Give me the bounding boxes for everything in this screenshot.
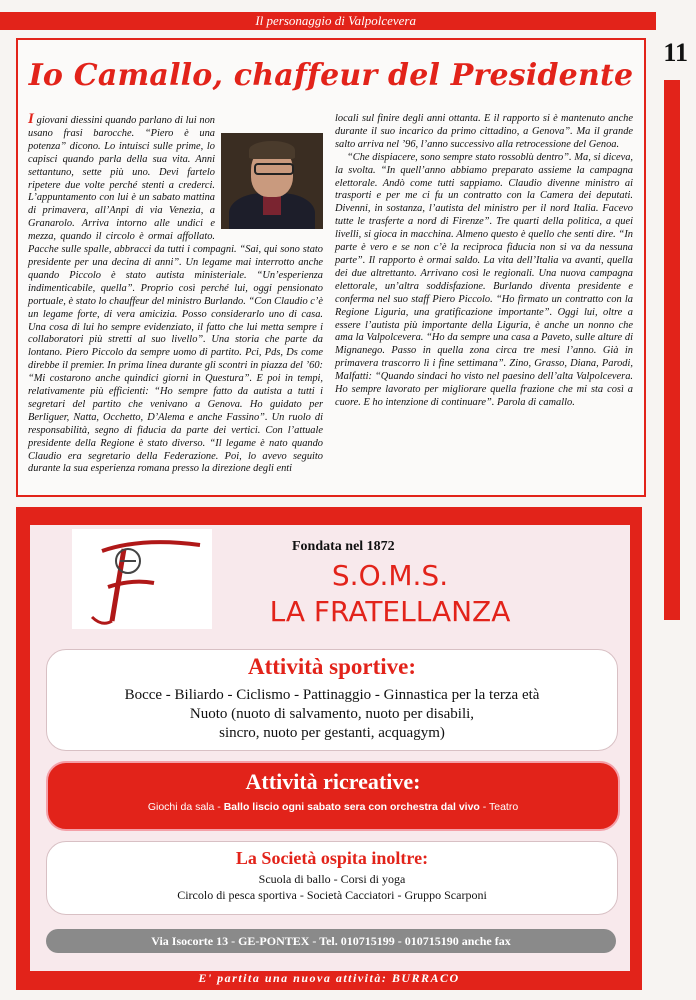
sport-title: Attività sportive: <box>248 654 416 679</box>
header-band <box>0 12 656 30</box>
sport-line: Bocce - Biliardo - Ciclismo - Pattinaggio - Ginnastica per la terza età <box>124 687 540 703</box>
burraco-banner: E' partita una nuova attività: BURRACO <box>198 971 460 985</box>
section-label: Il personaggio di Valpolcevera <box>255 13 416 28</box>
article-paragraph: “Che dispiacere, sono sempre stato rossoblù dentro”. Ma, si diceva, la svolta. “In quell’anno abbiamo preparato assieme la campagna elettorale. Andò come tutti sappiamo. Claudio divenne ministro ai trasporti e per me ci fu un contratto con la Camera dei deputati. Divenni, in sostanza, l’autista del ministro per il nord Italia. Facevo tutte le trasferte a nord di Firenze”. Tre quarti della politica, a quei livelli, si gioca in macchina. Almeno questo è quello che senti dire. “In parte è vero e se non c’è la reciproca fiducia non si va da nessuna parte”. Il rapporto è ormai saldo. La vita dell’Italia va avanti, quella dei due altrettanto. Arrivano così le regionali. Una nuova campagna elettorale, un’altra soddisfazione. Burlando diventa presidente e conferma nel suo staff Piero Piccolo. “Ho firmato un contratto con la Regione Liguria, una gratificazione importante”. Oggi lui, oltre a essere l’autista più importante della Liguria, è anche un nonno che ama la Valpolcevera. “Ho da sempre una casa a Paveto, sulle alture di Mignanego. Passo in quella zona circa tre mesi l’anno. Già in primavera trascorro lì i fine settimana”. Zino, Grasso, Diana, Parodi, Malfatti: “Quando sindaci ho visto nel paesino dell’alta Valpolcevera. Ho sempre lavorato per migliorare quella frazione che mi sta così a cuore. E ho intenzione di continuare”. Parola di camallo. <box>335 151 633 408</box>
sport-activities-panel <box>46 649 618 751</box>
article-column-right <box>335 113 633 410</box>
sport-line: Nuoto (nuoto di salvamento, nuoto per disabili, <box>189 706 475 722</box>
recreational-title: Attività ricreative: <box>245 769 421 794</box>
article-paragraph: locali sul finire degli anni ottanta. E il rapporto si è mantenuto anche durante il suo incarico da primo cittadino, a Genova”. Ma il grande salto arriva nel ’96, l’anno successivo alla retrocessione del Genoa. <box>335 113 633 150</box>
soms-title: S.O.M.S. <box>331 559 449 592</box>
hosted-line: Circolo di pesca sportiva - Società Cacciatori - Gruppo Scarponi <box>177 888 487 902</box>
advert-body <box>30 525 630 971</box>
recreational-activities-panel <box>46 761 620 831</box>
drop-cap: I <box>28 111 34 127</box>
article-box <box>16 38 646 497</box>
founded-text: Fondata nel 1872 <box>292 539 395 554</box>
fratellanza-title: LA FRATELLANZA <box>269 595 511 628</box>
article-column-left <box>28 113 323 476</box>
side-red-bar <box>664 80 680 620</box>
contact-bar: Via Isocorte 13 - GE-PONTEX - Tel. 010715199 - 010715190 anche fax <box>46 929 616 953</box>
article-title: Io Camallo, chaffeur del Presidente <box>28 58 634 93</box>
article-paragraph: I giovani diessini quando parlano di lui non usano frasi barocche. “Piero è una potenza” dicono. Lo intuisci sulle prime, lo capisci quando parla della sua vita. Anni settantuno, sette più uno. Devi fartelo ripetere due volte perché stenti a crederci. L’appuntamento con lui è un sabato mattina di primavera, all’Anpi di via Venezia, a Granarolo. Arriva intorno alle undici e mezza, quando il circolo è ormai affollato. Pacche sulle spalle, abbracci da tutti i compagni. “Sai, qui sono stato presidente per una decina di anni”. Un legame mai interrotto anche quando Piccolo è stato autista ministeriale. “Un’esperienza indimenticabile, quella”. Proprio così perché lui, oggi pensionato portuale, è stato lo chauffeur del ministro Burlando. “Con Claudio c’è un legame forte, di vera amicizia. Posso considerarlo uno di casa. Una cosa di lui ho sempre evidenziato, il fatto che lui metta sempre i collaboratori più stretti al suo livello”. Una storia che parte da lontano. Piero Piccolo da sempre uomo di partito. Pci, Pds, Ds come direbbe il premier. In prima linea durante gli scontri in piazza del ’60: “Mi costarono anche quindici giorni in Questura”. E poi in tempi, relativamente più efficienti: “Ho sempre fatto da autista a tutti i segretari del partito che venivano a Genova. Ho guidato per Berliguer, Natta, Occhetto, D’Alema e anche Fassino”. Un ruolo di responsabilità, segno di fiducia da parte dei vertici. Con l’attuale presidente della Regione è stato diverso. “Il legame è nato quando Claudio era segretario della Federazione. Poi, lo avevo seguito durante la sua esperienza romana presso la direzione degli enti <box>28 111 323 475</box>
advert <box>16 507 642 990</box>
hosted-activities-panel <box>46 841 618 915</box>
recreational-line: Giochi da sala - Ballo liscio ogni sabato sera con orchestra dal vivo - Teatro <box>147 801 519 813</box>
page-number: 11 <box>663 38 688 67</box>
hosted-title: La Società ospita inoltre: <box>235 848 429 868</box>
hosted-line: Scuola di ballo - Corsi di yoga <box>258 872 406 886</box>
portrait-photo <box>221 133 323 229</box>
sport-line: sincro, nuoto per gestanti, acquagym) <box>219 725 445 741</box>
